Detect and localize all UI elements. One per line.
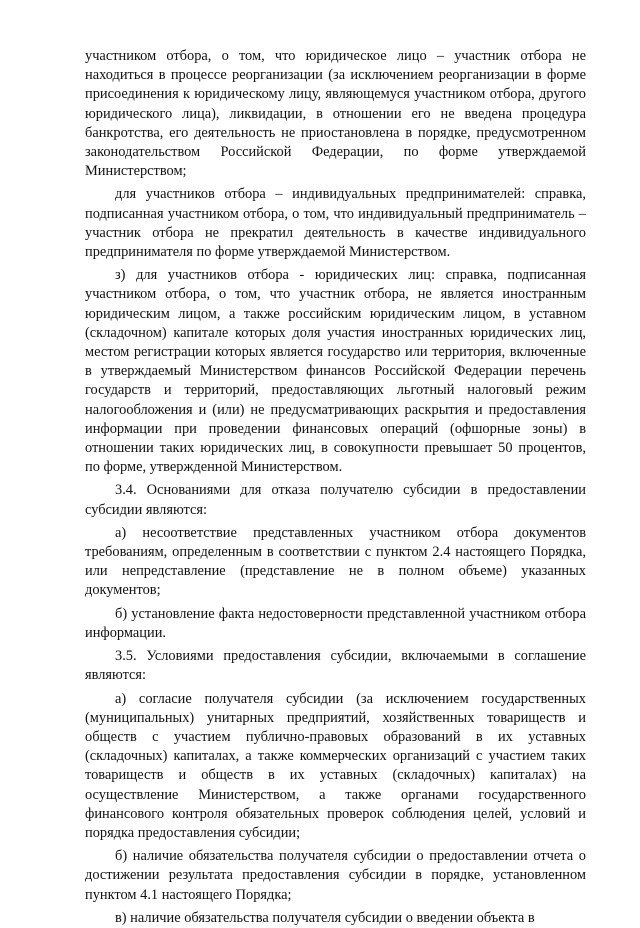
document-body [85,47,586,928]
paragraph-3-4: 3.4. Основаниями для отказа получателю субсидии в предоставлении субсидии являются: [85,482,586,518]
paragraph-individual-entrepreneurs: для участников отбора – индивидуальных предпринимателей: справка, подписанная участником отбора, о том, что индивидуальный предприниматель – участник отбора не прекратил деятельность в качестве индивидуального предпринимателя по форме утверждаемой Министерством. [85,186,586,261]
paragraph-3-4-a: а) несоответствие представленных участником отбора документов требованиям, определенным в соответствии с пунктом 2.4 настоящего Порядка, или непредставление (представление не в полном объеме) указанных документов; [85,524,586,599]
paragraph-3-5-b: б) наличие обязательства получателя субсидии о предоставлении отчета о достижении результата предоставления субсидии в порядке, установленном пунктом 4.1 настоящего Порядка; [85,848,586,903]
paragraph-3-5-a: а) согласие получателя субсидии (за исключением государственных (муниципальных) унитарных предприятий, хозяйственных товариществ и обществ с участием публично-правовых образований в их уставных (складочных) капиталах, а также коммерческих организаций с участием таких товариществ и обществ в их уставных (складочных) капиталах) на осуществление Министерством, а также органами государственного финансового контроля обязательных проверок соблюдения целей, условий и порядка предоставления субсидии; [85,690,586,841]
paragraph-3-4-b: б) установление факта недостоверности представленной участником отбора информации. [85,605,586,641]
paragraph-item-z: з) для участников отбора - юридических лиц: справка, подписанная участником отбора, о том, что участник отбора, не является иностранным юридическим лицом, а также российским юридическим лицом, в уставном (складочном) капитале которых доля участия иностранных юридических лиц, местом регистрации которых является государство или территория, включенные в утверждаемый Министерством финансов Российской Федерации перечень государств и территорий, предоставляющих льготный налоговый режим налогообложения и (или) не предусматривающих раскрытия и предоставления информации при проведении финансовых операций (офшорные зоны) в отношении таких юридических лиц, в совокупности превышает 50 процентов, по форме, утвержденной Министерством. [85,267,586,476]
paragraph-continuation: участником отбора, о том, что юридическое лицо – участник отбора не находиться в процессе реорганизации (за исключением реорганизации в форме присоединения к юридическому лицу, являющемуся участником отбора, другого юридического лица), ликвидации, в отношении его не введена процедура банкротства, его деятельность не приостановлена в порядке, предусмотренном законодательством Российской Федерации, по форме утверждаемой Министерством; [85,48,586,180]
paragraph-3-5-v: в) наличие обязательства получателя субсидии о введении объекта в [115,909,535,926]
paragraph-3-5: 3.5. Условиями предоставления субсидии, включаемыми в соглашение являются: [85,648,586,684]
